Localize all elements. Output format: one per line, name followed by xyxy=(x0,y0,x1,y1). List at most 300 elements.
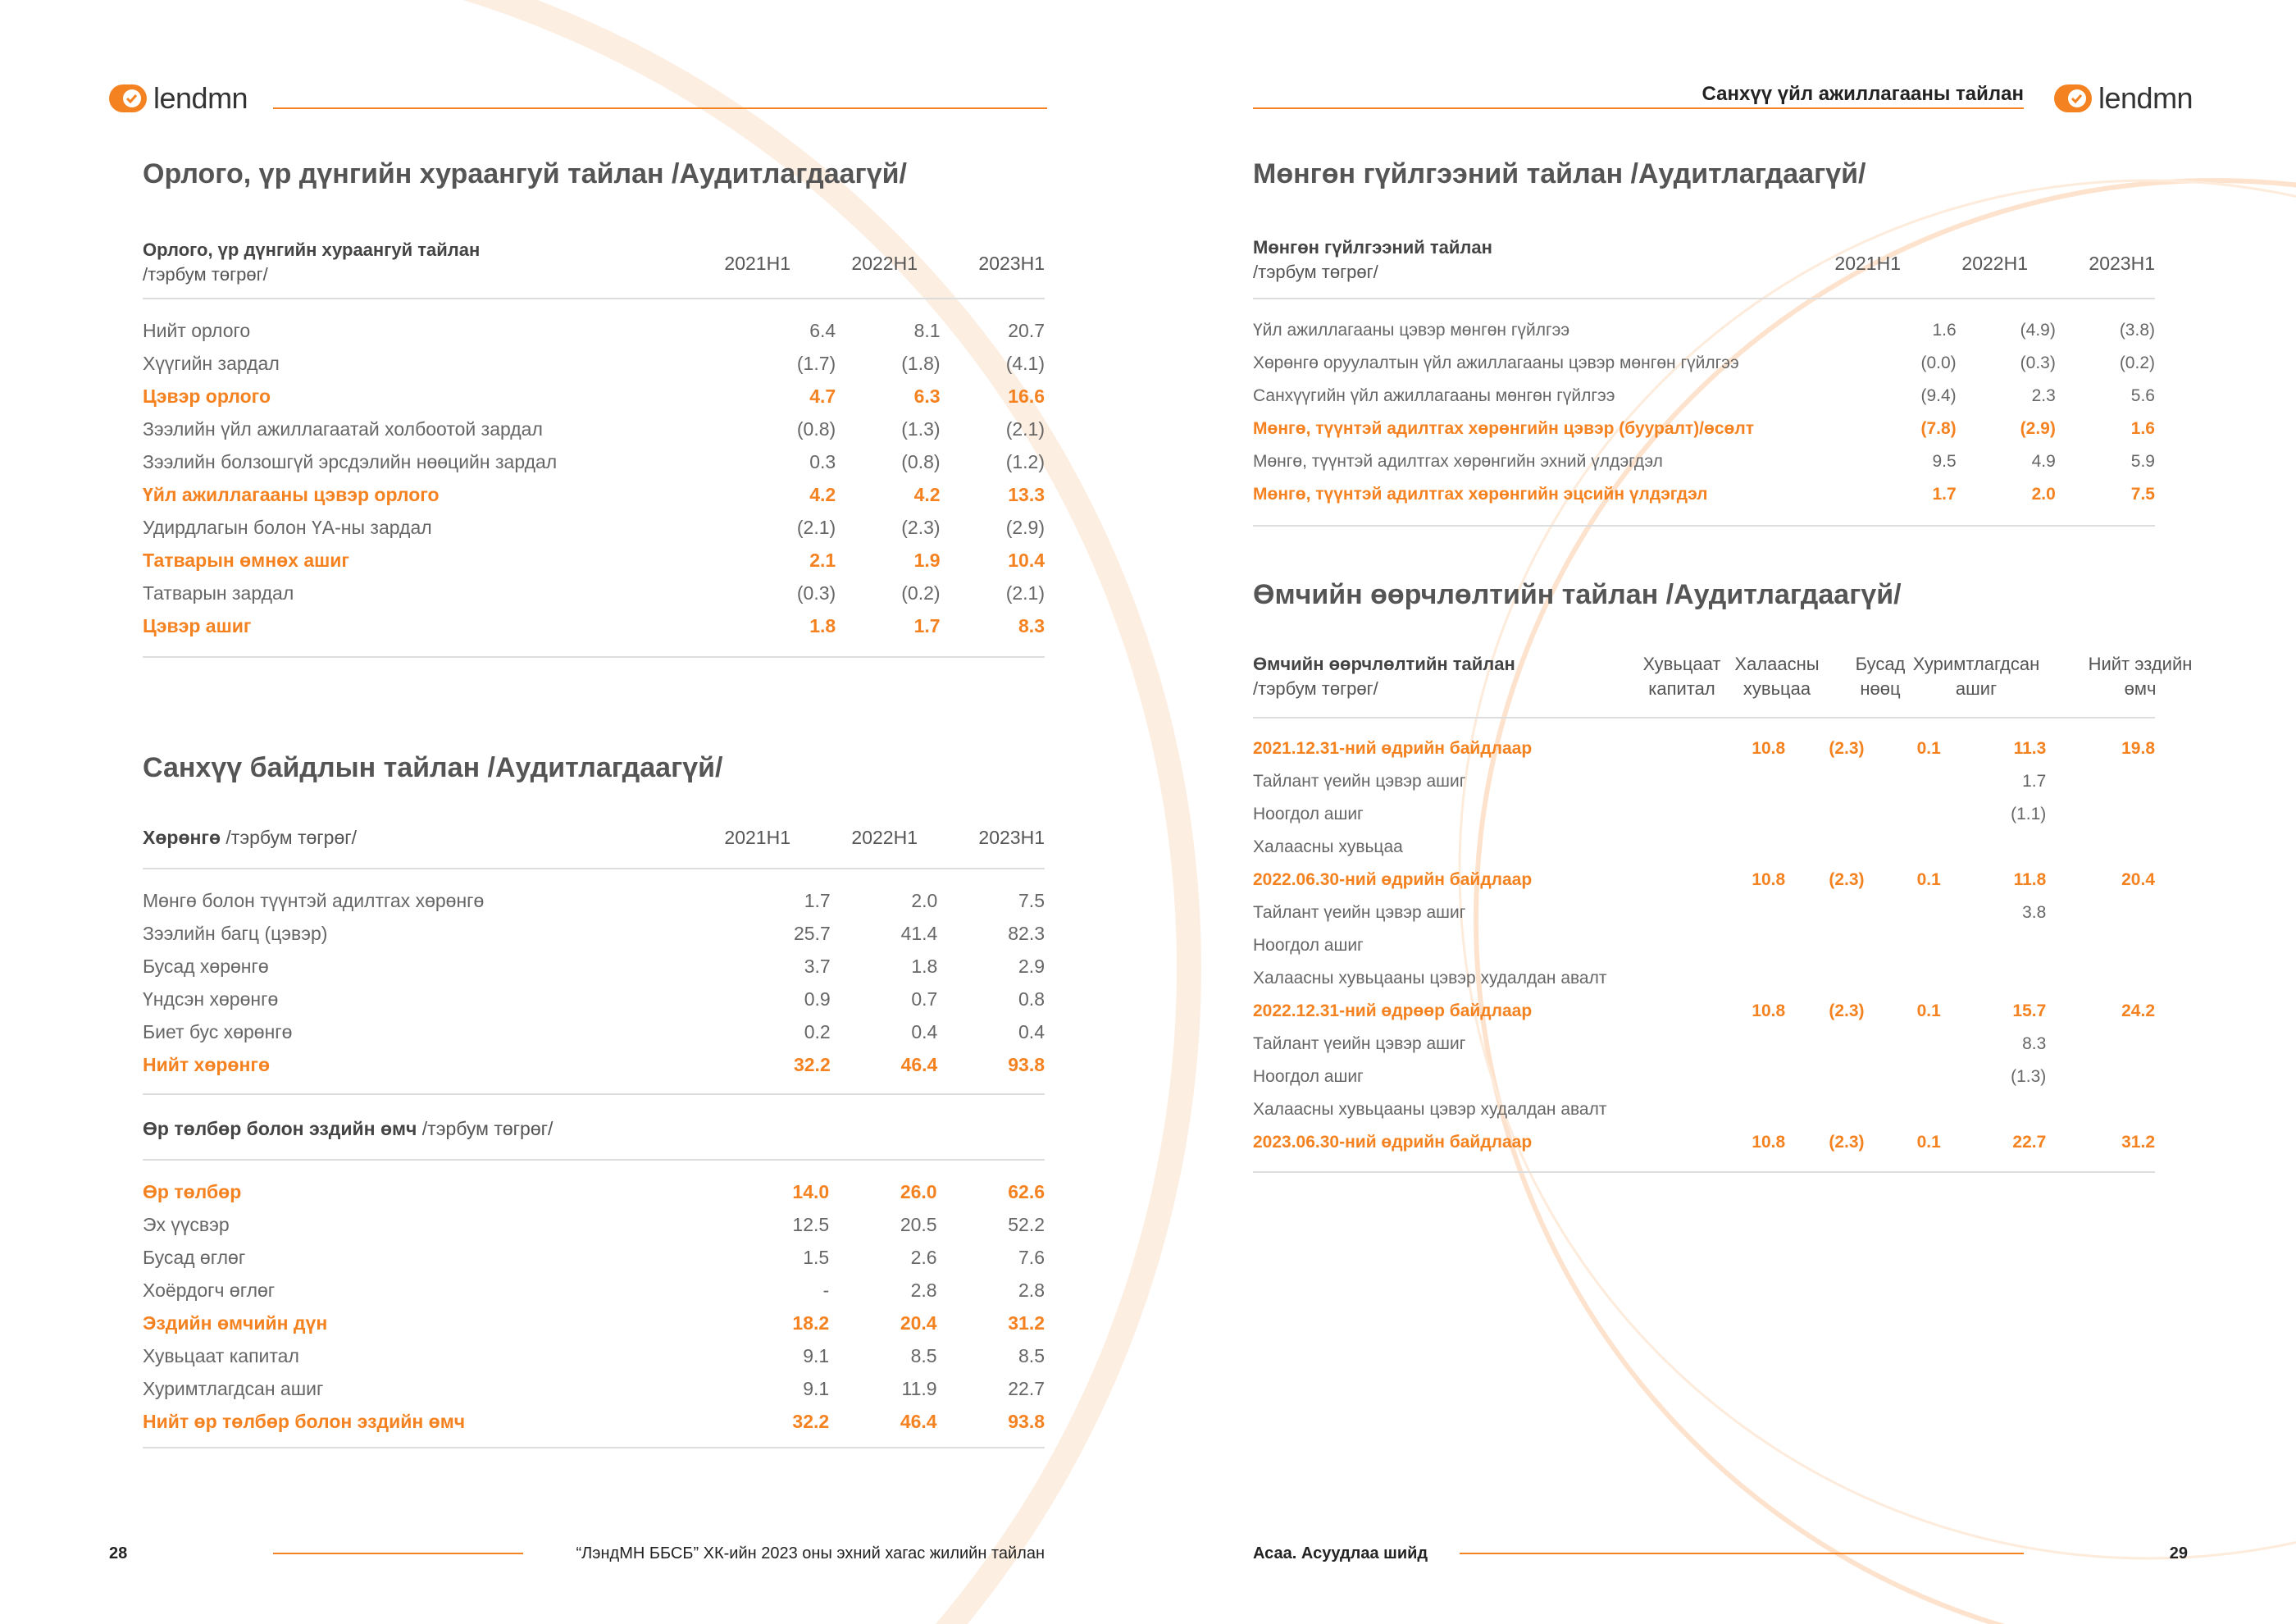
liabilities-header-label: Өр төлбөр болон эздийн өмч xyxy=(143,1118,417,1139)
table-row xyxy=(1253,896,2155,929)
row-value: 4.9 xyxy=(2031,452,2056,471)
row-value xyxy=(1865,962,1941,995)
table-row xyxy=(1253,314,2155,347)
row-value: 0.1 xyxy=(1916,870,1941,889)
row-value xyxy=(1941,831,2046,864)
assets-footer-rule xyxy=(143,1093,1045,1095)
income-header-unit: /тэрбум төгрөг/ xyxy=(143,264,268,285)
row-value: 15.7 xyxy=(2012,1001,2047,1020)
row-value: (1.7) xyxy=(796,352,836,374)
table-row xyxy=(1253,1126,2155,1159)
row-value: 26.0 xyxy=(900,1180,937,1202)
row-label: Хүүгийн зардал xyxy=(143,352,280,374)
row-value: 12.5 xyxy=(792,1213,830,1235)
row-value: 6.3 xyxy=(913,385,941,407)
row-value: 0.4 xyxy=(911,1020,938,1042)
row-value: 18.2 xyxy=(792,1312,830,1334)
row-value: (4.9) xyxy=(2020,321,2056,340)
row-value: 25.7 xyxy=(793,922,831,944)
row-value: 2.1 xyxy=(809,549,836,571)
row-value: (1.2) xyxy=(1005,450,1045,472)
row-value xyxy=(2046,1028,2155,1061)
row-value: 0.4 xyxy=(1018,1020,1045,1042)
row-value xyxy=(1865,929,1941,962)
assets-header-unit: /тэрбум төгрөг/ xyxy=(226,827,358,848)
row-value xyxy=(1785,798,1864,831)
equity-table-header xyxy=(1253,652,1515,701)
row-value: 41.4 xyxy=(900,922,938,944)
cashflow-table-header xyxy=(1253,235,1492,285)
row-value: (3.8) xyxy=(2119,321,2155,340)
footer-slogan: Асаа. Асуудлаа шийд xyxy=(1253,1544,1428,1562)
row-value: 4.2 xyxy=(913,483,941,505)
row-label: Тайлант үеийн цэвэр ашиг xyxy=(1253,772,1466,791)
row-value: 2.8 xyxy=(1018,1279,1045,1301)
table-row xyxy=(1253,765,2155,798)
equity-column-header-line1: Нийт эздийн xyxy=(2088,654,2193,674)
cashflow-header-label: Мөнгөн гүйлгээний тайлан xyxy=(1253,237,1492,258)
equity-statement-title: Өмчийн өөрчлөлтийн тайлан /Аудитлагдаагүй/ xyxy=(1253,579,1902,610)
row-value: 7.5 xyxy=(1018,889,1045,911)
table-row xyxy=(1253,831,2155,864)
row-value: 2.9 xyxy=(1018,955,1045,977)
row-value: 8.1 xyxy=(913,319,941,341)
row-value: 9.5 xyxy=(1932,452,1957,471)
row-value: (2.3) xyxy=(901,516,941,538)
cashflow-statement-table xyxy=(1253,314,2155,511)
row-label: Хувьцаат капитал xyxy=(143,1344,299,1366)
row-value: 0.8 xyxy=(1018,988,1045,1010)
row-value: 22.7 xyxy=(2012,1133,2047,1152)
header-rule-left xyxy=(273,107,1047,109)
row-value: 1.5 xyxy=(803,1246,830,1268)
equity-column-header-line1: Хуримтлагдсан xyxy=(1912,654,2040,674)
row-value xyxy=(1941,962,2046,995)
row-value: 0.3 xyxy=(809,450,836,472)
row-value: - xyxy=(822,1279,830,1301)
row-value: 1.8 xyxy=(911,955,938,977)
income-statement-title: Орлого, үр дүнгийн хураангуй тайлан /Аудитлагдаагүй/ xyxy=(143,158,907,189)
table-row xyxy=(143,511,1045,544)
row-label: Цэвэр ашиг xyxy=(143,614,252,636)
equity-column-header-line2: өмч xyxy=(2124,678,2157,699)
row-label: Зээлийн үйл ажиллагаатай холбоотой зардал xyxy=(143,417,543,440)
row-value xyxy=(1689,798,1785,831)
row-label: Ноогдол ашиг xyxy=(1253,936,1364,955)
header-rule-right xyxy=(1253,107,2024,109)
row-value: 8.3 xyxy=(1018,614,1045,636)
row-label: Халаасны хувьцааны цэвэр худалдан авалт xyxy=(1253,969,1607,988)
row-label: Татварын өмнөх ашиг xyxy=(143,549,350,571)
row-label: Зээлийн болзошгүй эрсдэлийн нөөцийн зардал xyxy=(143,450,558,472)
row-value: 0.9 xyxy=(804,988,831,1010)
table-row xyxy=(143,1048,1045,1081)
row-value: (2.3) xyxy=(1829,1133,1865,1152)
row-value: (2.1) xyxy=(796,516,836,538)
table-row xyxy=(143,314,1045,347)
balance-col-2021: 2021H1 xyxy=(724,827,790,848)
row-value xyxy=(1689,896,1785,929)
footer-rule-right xyxy=(1460,1553,2024,1554)
table-row xyxy=(1253,798,2155,831)
row-value xyxy=(2046,765,2155,798)
liabilities-equity-table xyxy=(143,1175,1045,1438)
row-value xyxy=(1865,798,1941,831)
row-value: 1.7 xyxy=(1932,485,1957,504)
brand-name: lendmn xyxy=(2098,81,2194,115)
table-row xyxy=(143,1175,1045,1208)
row-value: 24.2 xyxy=(2121,1001,2155,1020)
row-value: 32.2 xyxy=(792,1410,830,1432)
row-value: (0.8) xyxy=(901,450,941,472)
row-value: (2.1) xyxy=(1005,582,1045,604)
row-value: 1.7 xyxy=(804,889,831,911)
row-label: Халаасны хувьцааны цэвэр худалдан авалт xyxy=(1253,1100,1607,1119)
assets-header-label: Хөрөнгө xyxy=(143,827,221,848)
row-value xyxy=(1865,765,1941,798)
table-row xyxy=(1253,929,2155,962)
table-row xyxy=(143,478,1045,511)
row-value: 31.2 xyxy=(1008,1312,1045,1334)
equity-column-header xyxy=(1902,652,2050,701)
table-row xyxy=(1253,413,2155,445)
equity-column-header-line2: хувьцаа xyxy=(1742,678,1811,699)
row-value: 0.1 xyxy=(1916,1001,1941,1020)
row-value: 20.7 xyxy=(1008,319,1045,341)
row-value: 20.5 xyxy=(900,1213,937,1235)
cashflow-col-2023: 2023H1 xyxy=(2089,253,2155,274)
row-value: (2.1) xyxy=(1005,417,1045,440)
equity-statement-table xyxy=(1253,732,2155,1159)
row-value xyxy=(1865,1028,1941,1061)
row-value: 11.9 xyxy=(901,1377,937,1399)
row-value: 6.4 xyxy=(809,319,836,341)
row-label: Мөнгө, түүнтэй адилтгах хөрөнгийн цэвэр (бууралт)/өсөлт xyxy=(1253,419,1754,438)
equity-column-header-line1: Бусад xyxy=(1855,654,1906,674)
table-row xyxy=(143,347,1045,380)
table-row xyxy=(1253,478,2155,511)
row-value xyxy=(1865,1061,1941,1093)
row-value: (0.3) xyxy=(2020,354,2056,372)
row-value xyxy=(2046,831,2155,864)
row-label: Бусад өглөг xyxy=(143,1246,246,1268)
row-value: 3.8 xyxy=(2022,903,2047,922)
row-value: (1.1) xyxy=(2011,805,2047,823)
row-label: Биет бус хөрөнгө xyxy=(143,1020,293,1042)
row-value: 10.8 xyxy=(1752,1001,1786,1020)
row-value xyxy=(1941,1093,2046,1126)
page-number-left: 28 xyxy=(109,1544,128,1562)
row-value xyxy=(1785,896,1864,929)
row-value xyxy=(1689,1093,1785,1126)
table-row xyxy=(143,544,1045,577)
row-value: 9.1 xyxy=(803,1377,830,1399)
income-header-label: Орлого, үр дүнгийн хураангуй тайлан xyxy=(143,239,481,260)
right-page-header-title: Санхүү үйл ажиллагааны тайлан xyxy=(1702,83,2024,105)
row-value: 0.1 xyxy=(1916,739,1941,758)
row-value xyxy=(1941,929,2046,962)
row-value: 2.0 xyxy=(2031,485,2056,504)
table-row xyxy=(143,884,1045,917)
equity-header-rule xyxy=(1253,717,2155,718)
table-row xyxy=(143,1274,1045,1307)
row-value: (2.3) xyxy=(1829,870,1865,889)
row-value xyxy=(1785,1028,1864,1061)
table-row xyxy=(143,983,1045,1015)
row-label: 2022.12.31-ний өдрөөр байдлаар xyxy=(1253,1001,1533,1020)
row-value xyxy=(1689,1061,1785,1093)
row-value: 46.4 xyxy=(900,1410,937,1432)
liabilities-header-rule xyxy=(143,1159,1045,1161)
table-row xyxy=(143,445,1045,478)
row-value xyxy=(2046,929,2155,962)
equity-header-unit: /тэрбум төгрөг/ xyxy=(1253,678,1378,699)
table-row xyxy=(1253,380,2155,413)
row-label: 2022.06.30-ний өдрийн байдлаар xyxy=(1253,870,1533,889)
row-value: 1.7 xyxy=(2022,772,2047,791)
cashflow-col-2022: 2022H1 xyxy=(1961,253,2028,274)
row-value: 5.6 xyxy=(2130,386,2155,405)
row-value xyxy=(2046,1061,2155,1093)
table-row xyxy=(143,1372,1045,1405)
table-row xyxy=(143,1405,1045,1438)
row-value: 22.7 xyxy=(1008,1377,1045,1399)
row-value: 0.1 xyxy=(1916,1133,1941,1152)
row-value: 14.0 xyxy=(792,1180,830,1202)
row-value: 20.4 xyxy=(2121,870,2155,889)
row-label: Санхүүгийн үйл ажиллагааны мөнгөн гүйлгээ xyxy=(1253,386,1615,405)
row-label: Мөнгө болон түүнтэй адилтгах хөрөнгө xyxy=(143,889,485,911)
row-value: (1.8) xyxy=(901,352,941,374)
brand-logo-right xyxy=(2054,80,2193,117)
row-value: 8.3 xyxy=(2022,1034,2047,1053)
row-value xyxy=(1689,765,1785,798)
footer-rule-left xyxy=(273,1553,523,1554)
row-value: 52.2 xyxy=(1008,1213,1045,1235)
table-row xyxy=(143,1015,1045,1048)
row-label: Хөрөнгө оруулалтын үйл ажиллагааны цэвэр мөнгөн гүйлгээ xyxy=(1253,354,1739,372)
row-label: Тайлант үеийн цэвэр ашиг xyxy=(1253,903,1466,922)
liabilities-footer-rule xyxy=(143,1447,1045,1448)
row-label: Зээлийн багц (цэвэр) xyxy=(143,922,328,944)
row-value: (0.0) xyxy=(1920,354,1957,372)
balance-col-2023: 2023H1 xyxy=(978,827,1045,848)
income-col-2023: 2023H1 xyxy=(978,253,1045,274)
row-label: Ноогдол ашиг xyxy=(1253,1067,1364,1086)
row-value xyxy=(1689,831,1785,864)
row-value: (1.3) xyxy=(901,417,941,440)
row-value: (2.3) xyxy=(1829,1001,1865,1020)
row-value: 8.5 xyxy=(910,1344,937,1366)
row-value xyxy=(1865,1093,1941,1126)
row-value: (0.2) xyxy=(901,582,941,604)
equity-column-header-line1: Хувьцаат xyxy=(1642,654,1721,674)
row-label: Татварын зардал xyxy=(143,582,294,604)
footer-report-title: “ЛэндМН ББСБ” ХК-ийн 2023 оны эхний хагас жилийн тайлан xyxy=(576,1544,1045,1562)
row-label: Ноогдол ашиг xyxy=(1253,805,1364,823)
row-value: 1.9 xyxy=(913,549,941,571)
equity-footer-rule xyxy=(1253,1171,2155,1173)
row-value: (4.1) xyxy=(1005,352,1045,374)
row-value: 13.3 xyxy=(1008,483,1045,505)
equity-column-header-line2: ашиг xyxy=(1955,678,1998,699)
table-row xyxy=(1253,995,2155,1028)
row-value: 20.4 xyxy=(900,1312,937,1334)
row-value: 7.6 xyxy=(1018,1246,1045,1268)
equity-header-label: Өмчийн өөрчлөлтийн тайлан xyxy=(1253,654,1515,674)
row-value: 2.8 xyxy=(910,1279,937,1301)
income-table-header xyxy=(143,238,480,287)
row-label: Хуримтлагдсан ашиг xyxy=(143,1377,324,1399)
row-label: Үйл ажиллагааны цэвэр мөнгөн гүйлгээ xyxy=(1253,321,1570,340)
cashflow-footer-rule xyxy=(1253,525,2155,527)
row-value: 1.6 xyxy=(2130,419,2155,438)
row-value xyxy=(2046,896,2155,929)
row-value: 8.5 xyxy=(1018,1344,1045,1366)
row-value: 0.2 xyxy=(804,1020,831,1042)
table-row xyxy=(143,1339,1045,1372)
brand-check-icon xyxy=(109,84,147,112)
row-value: 46.4 xyxy=(900,1053,938,1075)
row-value: 10.4 xyxy=(1008,549,1045,571)
row-value xyxy=(1689,1028,1785,1061)
table-row xyxy=(1253,864,2155,896)
row-label: Өр төлбөр xyxy=(143,1180,242,1202)
page-number-right: 29 xyxy=(2169,1544,2188,1562)
table-row xyxy=(1253,962,2155,995)
row-label: Тайлант үеийн цэвэр ашиг xyxy=(1253,1034,1466,1053)
table-row xyxy=(143,1241,1045,1274)
equity-column-header-line2: нөөц xyxy=(1860,678,1901,699)
row-value: 1.7 xyxy=(913,614,941,636)
income-col-2022: 2022H1 xyxy=(851,253,918,274)
row-value: (9.4) xyxy=(1920,386,1957,405)
row-value: 5.9 xyxy=(2130,452,2155,471)
row-value xyxy=(2046,962,2155,995)
table-row xyxy=(1253,347,2155,380)
row-value: 93.8 xyxy=(1008,1053,1045,1075)
row-value: 31.2 xyxy=(2121,1133,2155,1152)
row-label: Мөнгө, түүнтэй адилтгах хөрөнгийн эхний үлдэгдэл xyxy=(1253,452,1663,471)
row-value: 10.8 xyxy=(1752,739,1786,758)
row-value: (0.8) xyxy=(796,417,836,440)
table-row xyxy=(1253,445,2155,478)
row-label: Эх үүсвэр xyxy=(143,1213,230,1235)
row-value: 1.8 xyxy=(809,614,836,636)
row-value: (0.3) xyxy=(796,582,836,604)
row-value: (2.3) xyxy=(1829,739,1865,758)
balance-col-2022: 2022H1 xyxy=(851,827,918,848)
row-value: 11.3 xyxy=(2013,739,2047,758)
row-value xyxy=(1689,962,1785,995)
equity-column-header xyxy=(1720,652,1834,701)
row-value: 2.3 xyxy=(2031,386,2056,405)
row-label: Бусад хөрөнгө xyxy=(143,955,269,977)
table-row xyxy=(1253,1061,2155,1093)
row-value: 7.5 xyxy=(2130,485,2155,504)
row-value xyxy=(1785,1093,1864,1126)
row-value: 10.8 xyxy=(1752,870,1786,889)
row-value xyxy=(1785,962,1864,995)
row-label: Хоёрдогч өглөг xyxy=(143,1279,276,1301)
table-row xyxy=(143,413,1045,445)
row-value: 93.8 xyxy=(1008,1410,1045,1432)
row-label: Нийт хөрөнгө xyxy=(143,1053,271,1075)
row-value: 11.8 xyxy=(2013,870,2047,889)
row-label: Үндсэн хөрөнгө xyxy=(143,988,279,1010)
row-value: 82.3 xyxy=(1008,922,1045,944)
row-value: 32.2 xyxy=(793,1053,831,1075)
table-row xyxy=(1253,1028,2155,1061)
row-value: 19.8 xyxy=(2121,739,2155,758)
row-label: 2023.06.30-ний өдрийн байдлаар xyxy=(1253,1133,1533,1152)
row-value: 62.6 xyxy=(1008,1180,1045,1202)
row-value xyxy=(1865,896,1941,929)
row-value: (0.2) xyxy=(2119,354,2155,372)
table-row xyxy=(1253,732,2155,765)
table-row xyxy=(1253,1093,2155,1126)
brand-check-icon xyxy=(2054,84,2092,112)
table-row xyxy=(143,917,1045,950)
row-value xyxy=(2046,798,2155,831)
row-value xyxy=(1689,929,1785,962)
row-value: 16.6 xyxy=(1008,385,1045,407)
income-col-2021: 2021H1 xyxy=(724,253,790,274)
income-statement-table xyxy=(143,314,1045,642)
brand-name: lendmn xyxy=(153,81,248,115)
row-value xyxy=(2046,1093,2155,1126)
row-label: Мөнгө, түүнтэй адилтгах хөрөнгийн эцсийн үлдэгдэл xyxy=(1253,485,1708,504)
cashflow-col-2021: 2021H1 xyxy=(1834,253,1901,274)
row-value: 0.7 xyxy=(911,988,938,1010)
row-label: Удирдлагын болон ҮА-ны зардал xyxy=(143,516,432,538)
income-header-rule xyxy=(143,298,1045,299)
table-row xyxy=(143,609,1045,642)
table-row xyxy=(143,577,1045,609)
cashflow-statement-title: Мөнгөн гүйлгээний тайлан /Аудитлагдаагүй/ xyxy=(1253,158,1866,189)
row-value xyxy=(1785,929,1864,962)
row-label: Халаасны хувьцаа xyxy=(1253,837,1403,856)
row-label: Цэвэр орлого xyxy=(143,385,271,407)
row-value xyxy=(1785,1061,1864,1093)
row-value: 3.7 xyxy=(804,955,831,977)
equity-column-header-line2: капитал xyxy=(1648,678,1715,699)
brand-logo-left xyxy=(109,80,248,117)
liabilities-header-unit: /тэрбум төгрөг/ xyxy=(421,1118,554,1139)
balance-sheet-title: Санхүү байдлын тайлан /Аудитлагдаагүй/ xyxy=(143,752,723,783)
row-value: 10.8 xyxy=(1752,1133,1786,1152)
cashflow-header-unit: /тэрбум төгрөг/ xyxy=(1253,262,1378,282)
cashflow-header-rule xyxy=(1253,298,2155,299)
income-footer-rule xyxy=(143,656,1045,658)
row-value xyxy=(1785,831,1864,864)
row-value: 4.2 xyxy=(809,483,836,505)
row-label: Нийт орлого xyxy=(143,319,251,341)
table-row xyxy=(143,950,1045,983)
row-value xyxy=(1865,831,1941,864)
table-row xyxy=(143,1208,1045,1241)
assets-header xyxy=(143,827,357,849)
row-value xyxy=(1785,765,1864,798)
row-value: 1.6 xyxy=(1932,321,1957,340)
row-value: 2.0 xyxy=(911,889,938,911)
row-value: 9.1 xyxy=(803,1344,830,1366)
row-label: Нийт өр төлбөр болон эздийн өмч xyxy=(143,1410,466,1432)
table-row xyxy=(143,1307,1045,1339)
table-row xyxy=(143,380,1045,413)
row-value: (2.9) xyxy=(2020,419,2056,438)
row-label: Үйл ажиллагааны цэвэр орлого xyxy=(143,483,440,505)
